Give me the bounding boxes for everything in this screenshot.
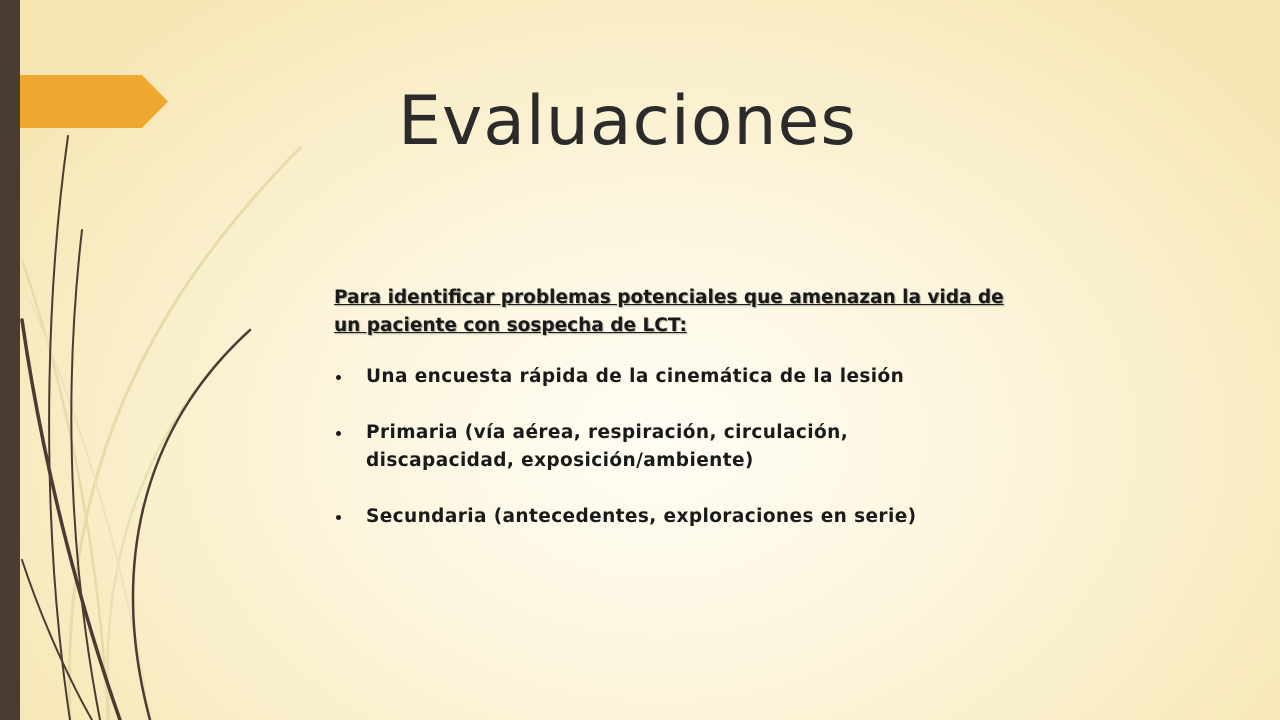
dark-swoosh — [49, 136, 70, 720]
bullet-item — [334, 363, 996, 391]
light-swoosh — [22, 260, 108, 720]
bullet-text: Una encuesta rápida de la cinemática de la lesión — [366, 366, 905, 387]
bullet-dot-icon — [336, 515, 341, 520]
bullet-dot-icon — [336, 431, 341, 436]
intro-heading: Para identificar problemas potenciales que amenazan la vida de un paciente con sospecha de LCT: — [334, 287, 1004, 336]
slide-title: Evaluaciones — [398, 82, 857, 161]
dark-swoosh — [133, 330, 250, 720]
dark-swoosh — [22, 560, 92, 720]
bullet-dot-icon — [336, 375, 341, 380]
light-swoosh — [69, 148, 300, 720]
bullet-item — [334, 503, 996, 531]
bullet-text: Secundaria (antecedentes, exploraciones en serie) — [366, 506, 917, 527]
bullet-text: Primaria (vía aérea, respiración, circulación, discapacidad, exposición/ambiente) — [366, 422, 849, 471]
bullet-list — [334, 363, 1054, 531]
slide-body — [334, 284, 1054, 559]
bullet-item — [334, 419, 996, 475]
